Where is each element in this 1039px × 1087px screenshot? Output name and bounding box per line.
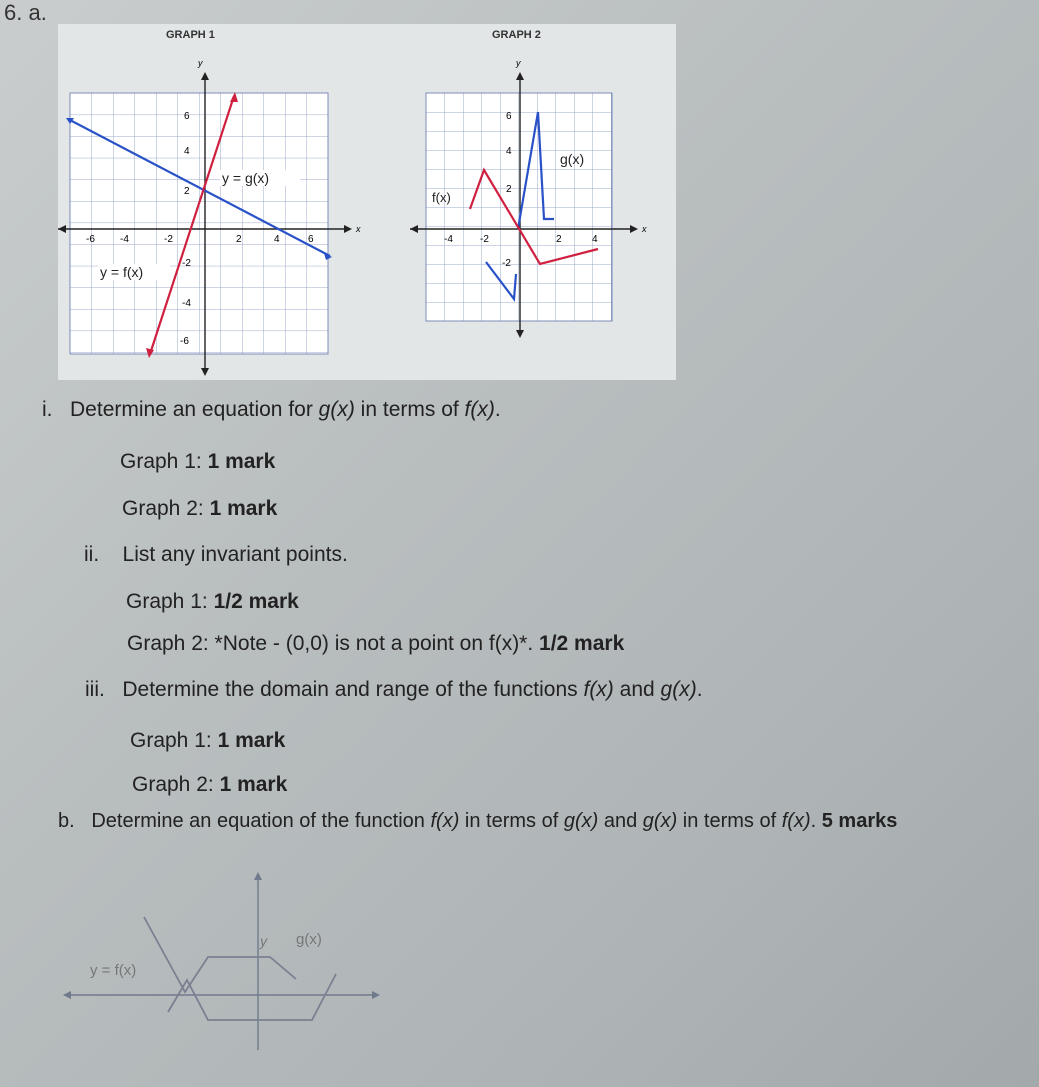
g1-ytick: 4 xyxy=(184,146,190,157)
part-i-graph2-label: Graph 2: xyxy=(122,497,210,520)
sketch-y-arrow xyxy=(254,872,262,880)
graph1-y-arrow-up xyxy=(201,72,209,80)
part-ii-question xyxy=(84,543,348,567)
part-iii-graph1 xyxy=(130,729,285,753)
g1-xtick: -4 xyxy=(120,234,129,245)
graph2-x-arrow-right xyxy=(630,225,638,233)
part-b-text-d: in terms of xyxy=(677,810,782,832)
graph2-y-arrow-down xyxy=(516,330,524,338)
g2-ytick: 4 xyxy=(506,146,512,157)
part-i-question xyxy=(42,398,501,422)
g1-xtick: 6 xyxy=(308,234,314,245)
graph2-x-arrow-left xyxy=(410,225,418,233)
sketch-y-label: y xyxy=(260,933,267,949)
g2-ytick: 6 xyxy=(506,111,512,122)
part-i-graph2-marks: 1 mark xyxy=(209,497,278,520)
graph1-y-label: y xyxy=(198,58,203,68)
part-ii-graph1-marks: 1/2 mark xyxy=(213,590,299,613)
part-b-marks: 5 marks xyxy=(821,810,898,832)
g1-ytick: -4 xyxy=(182,298,191,309)
part-iii-number: iii. xyxy=(85,678,105,701)
part-ii-text: List any invariant points. xyxy=(122,543,348,566)
part-b-text-e: . xyxy=(810,810,822,832)
part-b-gx2: g(x) xyxy=(642,810,678,832)
g2-xtick: -2 xyxy=(480,234,489,245)
part-i-graph1-label: Graph 1: xyxy=(120,450,208,473)
part-iii-fx: f(x) xyxy=(583,678,614,701)
graph1-x-arrow-right xyxy=(344,225,352,233)
part-i-text-c: . xyxy=(494,398,501,421)
part-ii-graph1-label: Graph 1: xyxy=(126,590,214,613)
part-iii-text-b: and xyxy=(613,678,661,701)
part-i-graph2 xyxy=(122,497,277,521)
part-iii-graph2 xyxy=(132,773,287,797)
sketch-g-label: g(x) xyxy=(296,931,322,948)
sketch-x-arrow-left xyxy=(63,991,71,999)
g1-xtick: 2 xyxy=(236,234,242,245)
graph2-y-label: y xyxy=(516,58,521,68)
part-b-fx: f(x) xyxy=(430,810,460,832)
part-b-gx: g(x) xyxy=(563,810,599,832)
part-i-gx: g(x) xyxy=(318,398,355,421)
graph2-y-arrow-up xyxy=(516,72,524,80)
graphs-panel xyxy=(58,24,676,380)
part-iii-text-a: Determine the domain and range of the functions xyxy=(122,678,584,701)
question-number: 6. a. xyxy=(4,0,47,25)
graphs-svg xyxy=(58,24,676,380)
part-i-number: i. xyxy=(42,398,53,421)
graph2-title: GRAPH 2 xyxy=(492,29,541,41)
part-iii-question xyxy=(85,678,703,702)
graph1-f-label: y = f(x) xyxy=(100,264,144,280)
sketch-svg xyxy=(60,862,440,1052)
part-b-fx2: f(x) xyxy=(781,810,811,832)
sketch-f-label: y = f(x) xyxy=(90,962,137,979)
part-ii-number: ii. xyxy=(84,543,100,566)
part-i-text-a: Determine an equation for xyxy=(70,398,319,421)
g1-ytick: 2 xyxy=(184,186,190,197)
graph2-grid xyxy=(426,93,612,321)
g2-ytick: 2 xyxy=(506,184,512,195)
part-iii-gx: g(x) xyxy=(660,678,697,701)
graph1-x-arrow-left xyxy=(58,225,66,233)
part-b-text-b: in terms of xyxy=(459,810,564,832)
part-ii-graph2-marks: 1/2 mark xyxy=(539,632,625,655)
part-i-graph1-marks: 1 mark xyxy=(207,450,276,473)
g1-ytick: -6 xyxy=(180,336,189,347)
part-iii-graph1-label: Graph 1: xyxy=(130,729,218,752)
g1-xtick: -6 xyxy=(86,234,95,245)
graph1-x-label: x xyxy=(356,224,361,234)
g2-ytick: -2 xyxy=(502,258,511,269)
graph2-g-label: g(x) xyxy=(560,151,585,167)
g2-xtick: 2 xyxy=(556,234,562,245)
part-i-text-b: in terms of xyxy=(354,398,465,421)
part-ii-graph2-label: Graph 2: *Note - (0,0) is not a point on f(x)*. xyxy=(127,632,540,655)
part-b-text-a: Determine an equation of the function xyxy=(91,810,431,832)
part-b-sketch xyxy=(60,862,440,1052)
g2-xtick: 4 xyxy=(592,234,598,245)
graph1-grid xyxy=(70,93,328,354)
g2-xtick: -4 xyxy=(444,234,453,245)
part-b-text-c: and xyxy=(598,810,643,832)
g1-xtick: 4 xyxy=(274,234,280,245)
part-b-number: b. xyxy=(58,810,75,832)
graph1-y-arrow-down xyxy=(201,368,209,376)
part-b-question xyxy=(58,810,897,833)
part-iii-graph1-marks: 1 mark xyxy=(217,729,286,752)
part-iii-graph2-marks: 1 mark xyxy=(219,773,288,796)
part-iii-graph2-label: Graph 2: xyxy=(132,773,220,796)
graph2-f-label: f(x) xyxy=(432,190,451,205)
part-ii-graph1 xyxy=(126,590,299,614)
g1-xtick: -2 xyxy=(164,234,173,245)
graph2-x-label: x xyxy=(642,224,647,234)
sketch-x-arrow xyxy=(372,991,380,999)
graph1-title: GRAPH 1 xyxy=(166,29,215,41)
part-iii-text-c: . xyxy=(696,678,703,701)
g1-ytick: -2 xyxy=(182,258,191,269)
part-ii-graph2 xyxy=(127,632,624,656)
g1-ytick: 6 xyxy=(184,111,190,122)
part-i-graph1 xyxy=(120,450,275,474)
graph1-g-label: y = g(x) xyxy=(222,170,270,186)
sketch-g-line xyxy=(144,917,296,992)
part-i-fx: f(x) xyxy=(464,398,495,421)
